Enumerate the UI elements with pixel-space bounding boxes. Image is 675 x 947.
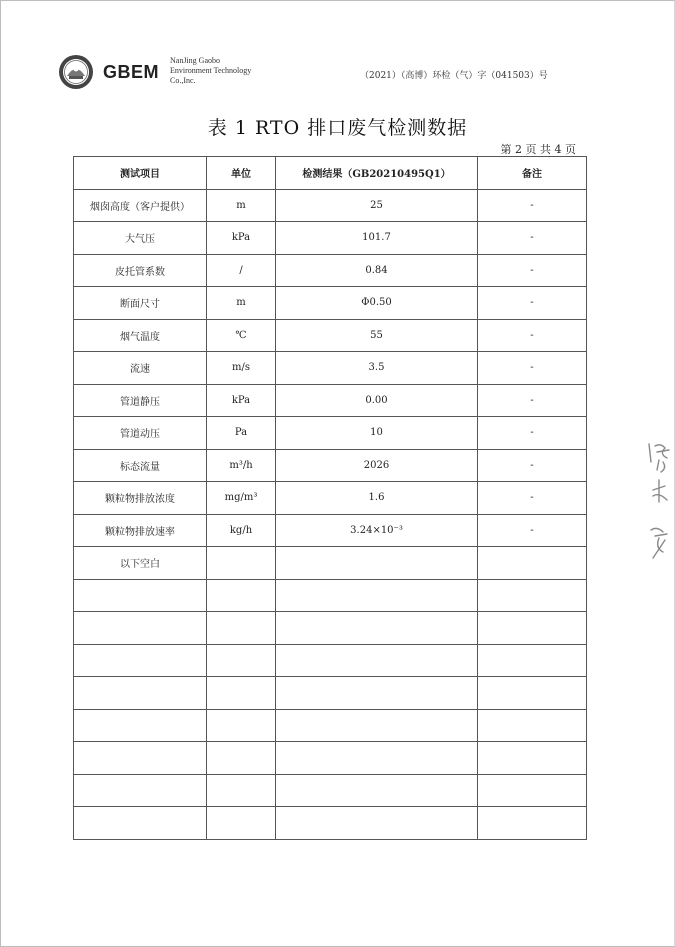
cell-item: 断面尺寸 xyxy=(74,287,207,320)
cell-note: - xyxy=(478,417,587,450)
cell-item xyxy=(74,677,207,710)
cell-note xyxy=(478,709,587,742)
cell-result: 101.7 xyxy=(276,222,478,255)
cell-unit: mg/m³ xyxy=(207,482,276,515)
cell-note: - xyxy=(478,222,587,255)
company-name xyxy=(170,56,251,86)
cell-result xyxy=(276,742,478,775)
cell-note: - xyxy=(478,319,587,352)
header-cell-item: 测试项目 xyxy=(74,157,207,190)
cell-note: - xyxy=(478,254,587,287)
handwritten-signature xyxy=(645,440,673,570)
table-row xyxy=(74,677,587,710)
cell-unit xyxy=(207,774,276,807)
cell-unit: kPa xyxy=(207,222,276,255)
cell-item: 颗粒物排放浓度 xyxy=(74,482,207,515)
cell-unit: / xyxy=(207,254,276,287)
cell-note: - xyxy=(478,384,587,417)
cell-note: - xyxy=(478,287,587,320)
cell-result xyxy=(276,547,478,580)
cell-note xyxy=(478,612,587,645)
cell-result xyxy=(276,579,478,612)
cell-result xyxy=(276,709,478,742)
cell-item: 颗粒物排放速率 xyxy=(74,514,207,547)
table-row xyxy=(74,384,587,417)
cell-unit: kg/h xyxy=(207,514,276,547)
cell-result: 0.84 xyxy=(276,254,478,287)
cell-note xyxy=(478,579,587,612)
cell-unit xyxy=(207,612,276,645)
cell-item xyxy=(74,612,207,645)
table-row xyxy=(74,287,587,320)
cell-result: 1.6 xyxy=(276,482,478,515)
company-line: NanJing Gaobo xyxy=(170,56,220,65)
cell-unit: Pa xyxy=(207,417,276,450)
cell-unit: m xyxy=(207,189,276,222)
cell-result xyxy=(276,774,478,807)
cell-result xyxy=(276,677,478,710)
cell-note xyxy=(478,547,587,580)
cell-note xyxy=(478,677,587,710)
cell-result: 55 xyxy=(276,319,478,352)
report-code: （2021）（高博）环检（气）字（041503）号 xyxy=(360,71,548,81)
cell-unit: kPa xyxy=(207,384,276,417)
brand-name: GBEM xyxy=(103,62,159,82)
company-line: Environment Technology xyxy=(170,66,252,75)
cell-item xyxy=(74,742,207,775)
cell-note: - xyxy=(478,189,587,222)
cell-unit xyxy=(207,547,276,580)
table-row xyxy=(74,222,587,255)
company-line: Co.,Inc. xyxy=(170,76,196,85)
cell-unit xyxy=(207,579,276,612)
page-title: 表 1 RTO 排口废气检测数据 xyxy=(207,117,468,139)
header-cell-unit: 单位 xyxy=(207,157,276,190)
table-row xyxy=(74,709,587,742)
cell-note: - xyxy=(478,352,587,385)
cell-note xyxy=(478,807,587,840)
cell-note: - xyxy=(478,514,587,547)
data-table xyxy=(73,156,587,840)
cell-item xyxy=(74,774,207,807)
header-cell-result: 检测结果（GB20210495Q1） xyxy=(276,157,478,190)
cell-unit xyxy=(207,644,276,677)
table-row xyxy=(74,319,587,352)
cell-result xyxy=(276,612,478,645)
cell-item: 管道动压 xyxy=(74,417,207,450)
table-row xyxy=(74,807,587,840)
cell-item: 以下空白 xyxy=(74,547,207,580)
table-row xyxy=(74,254,587,287)
cell-unit: m xyxy=(207,287,276,320)
page-number: 第 2 页 共 4 页 xyxy=(500,143,576,156)
cell-unit: m/s xyxy=(207,352,276,385)
table-row xyxy=(74,579,587,612)
cell-result: 3.24×10⁻³ xyxy=(276,514,478,547)
cell-item xyxy=(74,579,207,612)
cell-result: Φ0.50 xyxy=(276,287,478,320)
cell-unit xyxy=(207,709,276,742)
cell-note xyxy=(478,774,587,807)
cell-note xyxy=(478,742,587,775)
table-header-row xyxy=(74,157,587,190)
cell-item xyxy=(74,807,207,840)
table-row xyxy=(74,774,587,807)
cell-item xyxy=(74,709,207,742)
cell-note xyxy=(478,644,587,677)
cell-note: - xyxy=(478,482,587,515)
cell-item xyxy=(74,644,207,677)
table-row xyxy=(74,189,587,222)
table-row xyxy=(74,352,587,385)
cell-item: 皮托管系数 xyxy=(74,254,207,287)
cell-unit: m³/h xyxy=(207,449,276,482)
cell-item: 管道静压 xyxy=(74,384,207,417)
cell-result xyxy=(276,644,478,677)
table-row xyxy=(74,514,587,547)
table-row xyxy=(74,644,587,677)
header-cell-note: 备注 xyxy=(478,157,587,190)
cell-item: 烟气温度 xyxy=(74,319,207,352)
table-row xyxy=(74,547,587,580)
cell-result: 25 xyxy=(276,189,478,222)
cell-unit xyxy=(207,677,276,710)
cell-note: - xyxy=(478,449,587,482)
cell-item: 流速 xyxy=(74,352,207,385)
cell-unit xyxy=(207,807,276,840)
table-row xyxy=(74,742,587,775)
cell-result: 3.5 xyxy=(276,352,478,385)
cell-item: 大气压 xyxy=(74,222,207,255)
cell-item: 标态流量 xyxy=(74,449,207,482)
table-row xyxy=(74,482,587,515)
cell-item: 烟囱高度（客户提供） xyxy=(74,189,207,222)
cell-result: 0.00 xyxy=(276,384,478,417)
cell-result xyxy=(276,807,478,840)
cell-result: 2026 xyxy=(276,449,478,482)
cell-result: 10 xyxy=(276,417,478,450)
table-row xyxy=(74,612,587,645)
cell-unit: ℃ xyxy=(207,319,276,352)
table-row xyxy=(74,449,587,482)
cell-unit xyxy=(207,742,276,775)
company-logo-icon xyxy=(58,54,94,90)
table-row xyxy=(74,417,587,450)
